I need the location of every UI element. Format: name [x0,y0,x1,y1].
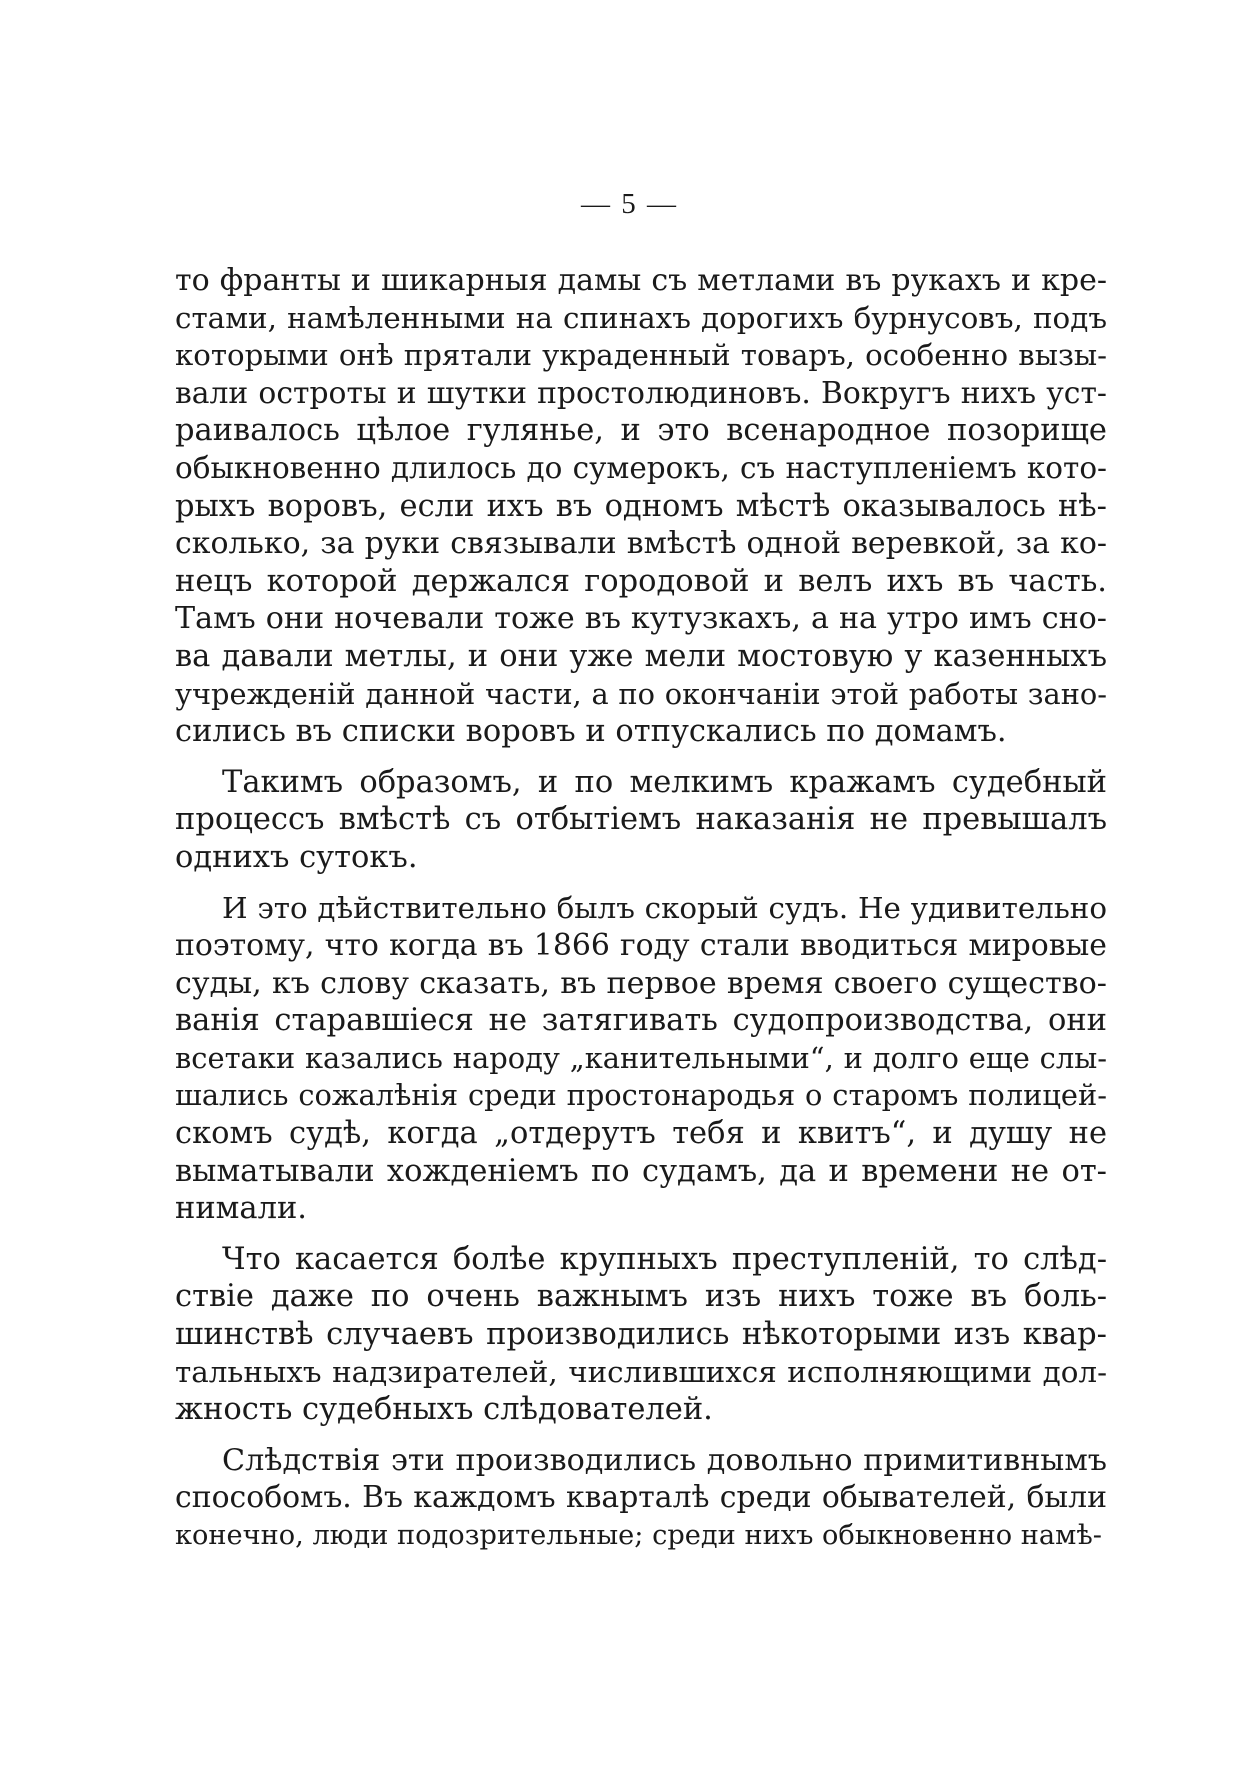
text-line: тальныхъ надзирателей, числившихся исполняющими дол- [175,1354,1107,1389]
text-line: суды, къ слову сказать, въ первое время своего существо- [175,965,1107,1001]
text-line: ствіе даже по очень важнымъ изъ нихъ тоже въ боль- [175,1279,1107,1315]
text-line: способомъ. Въ каждомъ кварталѣ среди обывателей, были [175,1480,1107,1516]
paragraph [175,764,1107,877]
text-line: однихъ сутокъ. [175,839,418,875]
text-line: учрежденій данной части, а по окончаніи этой работы зано- [175,676,1107,711]
text-line: рыхъ воровъ, если ихъ въ одномъ мѣстѣ оказывалось нѣ- [175,488,1107,524]
text-line: шались сожалѣнія среди простонародья о старомъ полицей- [175,1078,1107,1113]
text-line: ва давали метлы, и они уже мели мостовую у казенныхъ [175,638,1107,674]
text-line: поэтому, что когда въ 1866 году стали вводиться мировые [175,928,1107,964]
text-line: Такимъ образомъ, и по мелкимъ кражамъ судебный [222,764,1107,800]
text-line: нецъ которой держался городовой и велъ ихъ въ часть. [175,563,1107,599]
text-line: Тамъ они ночевали тоже въ кутузкахъ, а на утро имъ сно- [175,601,1107,637]
text-line: процессъ вмѣстѣ съ отбытіемъ наказанія не превышалъ [175,802,1107,838]
text-line: И это дѣйствительно былъ скорый судъ. Не удивительно [222,890,1107,925]
text-line: нимали. [175,1191,307,1227]
text-line: сколько, за руки связывали вмѣстѣ одной веревкой, за ко- [175,526,1107,562]
text-line: скомъ судѣ, когда „отдерутъ тебя и квитъ“, и душу не [175,1116,1107,1152]
text-line: стами, намѣленными на спинахъ дорогихъ бурнусовъ, подъ [175,300,1107,335]
text-line: всетаки казались народу „канительными“, и долго еще слы- [175,1040,1107,1075]
text-line: обыкновенно длилось до сумерокъ, съ наступленіемъ кото- [175,450,1107,485]
text-line: Что касается болѣе крупныхъ преступленій, то слѣд- [222,1241,1107,1277]
text-line: ванія старавшiеся не затягивать судопроизводства, они [175,1003,1107,1039]
text-line: раивалось цѣлое гулянье, и это всенародное позорище [175,413,1107,449]
body-text [175,262,1107,1568]
text-line: шинствѣ случаевъ производились нѣкоторыми изъ квар- [175,1317,1107,1353]
text-line: конечно, люди подозрительные; среди нихъ обыкновенно намѣ- [175,1520,1102,1551]
paragraph [175,1241,1107,1429]
page-number: — 5 — [581,188,678,220]
text-line: то франты и шикарныя дамы съ метлами въ рукахъ и кре- [175,263,1107,298]
paragraph [175,890,1107,1228]
text-line: которыми онѣ прятали украденный товаръ, особенно вызы- [175,338,1107,373]
text-line: жность судебныхъ слѣдователей. [175,1392,713,1428]
text-line: сились въ списки воровъ и отпускались по домамъ. [175,714,1007,750]
text-line: выматывали хожденіемъ по судамъ, да и времени не от- [175,1153,1107,1189]
text-line: вали остроты и шутки простолюдиновъ. Вокругъ нихъ уст- [175,375,1107,411]
paragraph [175,262,1107,751]
text-line: Слѣдствія эти производились довольно примитивнымъ [222,1442,1107,1478]
paragraph [175,1442,1107,1555]
